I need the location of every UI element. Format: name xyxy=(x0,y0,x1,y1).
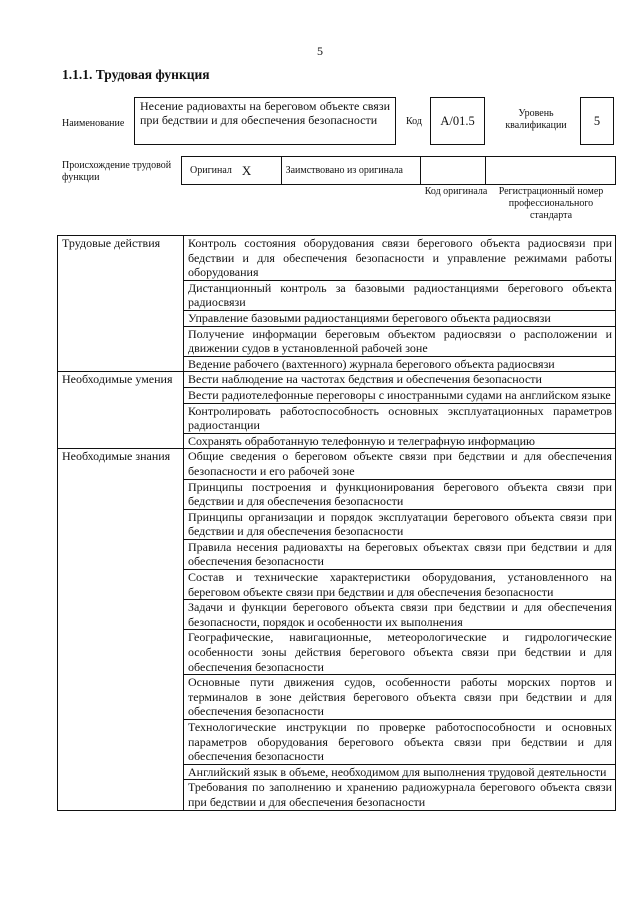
category-item: Управление базовыми радиостанциями берегового объекта радиосвязи xyxy=(184,310,616,326)
page-number: 5 xyxy=(317,44,323,58)
category-item: Вести наблюдение на частотах бедствия и обеспечения безопасности xyxy=(184,372,616,388)
qualification-level-label: Уровень квалификации xyxy=(505,108,567,131)
category-item: Получение информации береговым объектом радиосвязи о расположении и движении судов в установленной рабочей зоне xyxy=(184,326,616,356)
category-item: Контроль состояния оборудования связи берегового объекта радиосвязи при бедствии и для обеспечения безопасности и управление режимами работы оборудования xyxy=(184,236,616,281)
category-item: Ведение рабочего (вахтенного) журнала берегового объекта радиосвязи xyxy=(184,356,616,372)
original-mark: X xyxy=(241,162,252,178)
borrowed-label: Заимствовано из оригинала xyxy=(282,157,421,184)
category-title: Трудовые действия xyxy=(58,236,184,372)
category-item: Технологические инструкции по проверке работоспособности и основных параметров оборудования берегового объекта связи при бедствии и для обеспечения безопасности xyxy=(184,720,616,765)
origin-original-cell xyxy=(182,157,282,184)
category-item: Дистанционный контроль за базовыми радиостанциями берегового объекта радиосвязи xyxy=(184,280,616,310)
name-label: Наименование xyxy=(62,118,125,129)
category-item: Состав и технические характеристики оборудования, установленного на береговом объекте связи при бедствии и для обеспечения безопасности xyxy=(184,570,616,600)
origin-reg-cell xyxy=(486,157,615,184)
function-code: А/01.5 xyxy=(430,97,485,145)
function-name: Несение радиовахты на береговом объекте связи при бедствии и для обеспечения безопасности xyxy=(134,97,396,145)
table-row xyxy=(58,449,616,479)
category-item: Принципы организации и порядок эксплуатации берегового объекта связи при бедствии и для обеспечения безопасности xyxy=(184,509,616,539)
category-item: Общие сведения о береговом объекте связи при бедствии и для обеспечения безопасности и его рабочей зоне xyxy=(184,449,616,479)
category-item: Основные пути движения судов, особенности работы морских портов и терминалов в зоне действия берегового объекта связи при бедствии и для обеспечения безопасности xyxy=(184,675,616,720)
category-item: Правила несения радиовахты на береговых объектах связи при бедствии и для обеспечения безопасности xyxy=(184,539,616,569)
category-item: Сохранять обработанную телефонную и телеграфную информацию xyxy=(184,433,616,449)
registration-number-caption: Регистрационный номер профессионального стандарта xyxy=(498,186,604,221)
origin-code-cell xyxy=(421,157,486,184)
category-title: Необходимые умения xyxy=(58,372,184,449)
category-item: Принципы построения и функционирования берегового объекта связи при бедствии и для обеспечения безопасности xyxy=(184,479,616,509)
category-item: Задачи и функции берегового объекта связи при бедствии и для обеспечения безопасности, порядок и особенности их выполнения xyxy=(184,600,616,630)
function-details-table xyxy=(57,235,616,811)
qualification-level: 5 xyxy=(580,97,614,145)
table-row xyxy=(58,236,616,281)
origin-label: Происхождение трудовой функции xyxy=(62,160,172,183)
origin-table xyxy=(181,156,616,185)
category-item: Вести радиотелефонные переговоры с иностранными судами на английском языке xyxy=(184,387,616,403)
category-title: Необходимые знания xyxy=(58,449,184,810)
original-code-caption: Код оригинала xyxy=(424,186,488,197)
section-title: 1.1.1. Трудовая функция xyxy=(62,67,210,82)
code-label: Код xyxy=(406,116,422,127)
category-item: Контролировать работоспособность основных эксплуатационных параметров радиостанции xyxy=(184,403,616,433)
category-item: Географические, навигационные, метеорологические и гидрологические особенности зоны действия берегового объекта связи при бедствии и для обеспечения безопасности xyxy=(184,630,616,675)
original-label: Оригинал xyxy=(190,165,232,176)
category-item: Английский язык в объеме, необходимом для выполнения трудовой деятельности xyxy=(184,764,616,780)
table-row xyxy=(58,372,616,388)
category-item: Требования по заполнению и хранению радиожурнала берегового объекта связи при бедствии и для обеспечения безопасности xyxy=(184,780,616,810)
